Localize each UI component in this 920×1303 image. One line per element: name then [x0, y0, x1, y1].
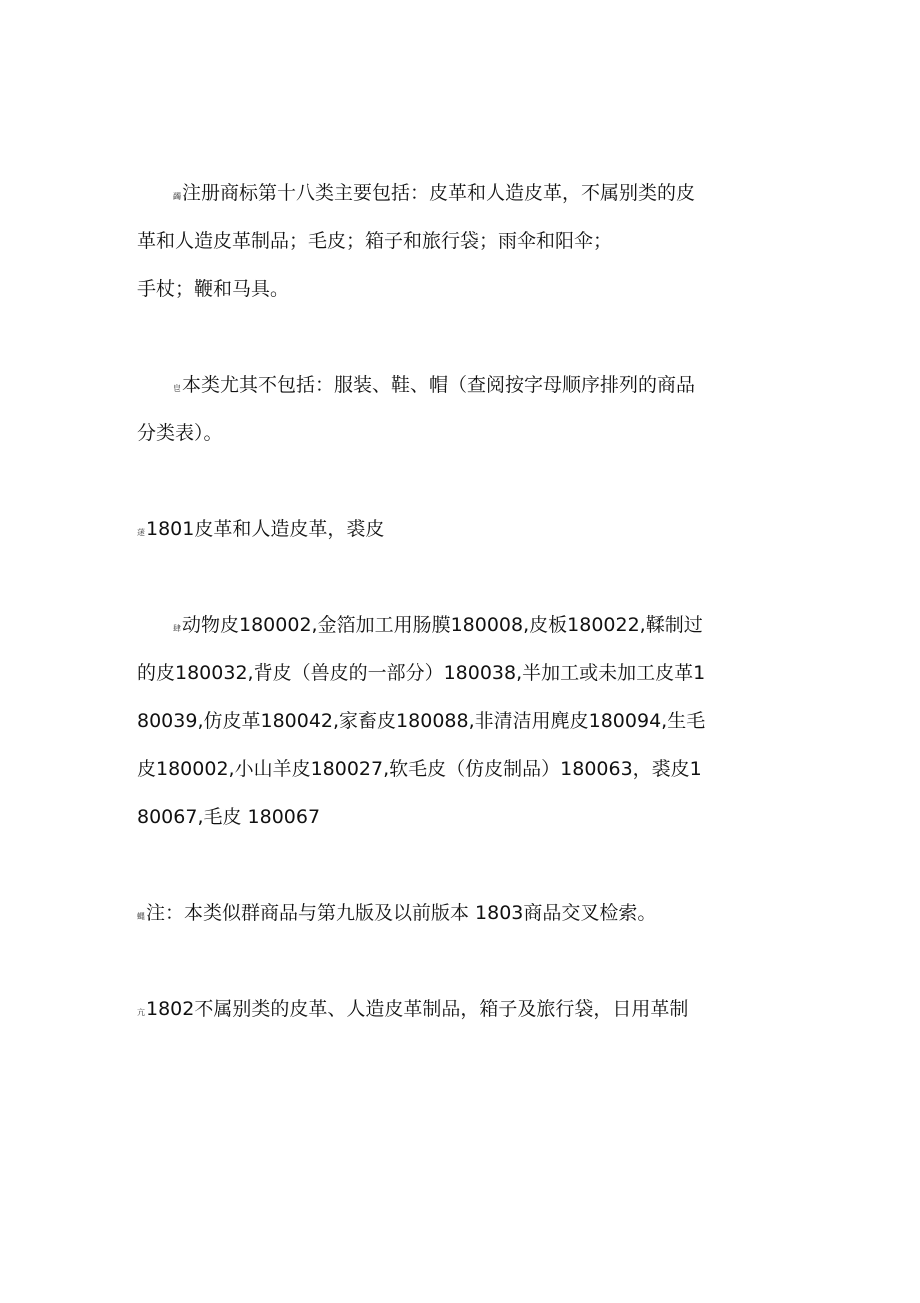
paragraph-text: 注册商标第十八类主要包括：皮革和人造皮革，不属别类的皮革和人造皮革制品；毛皮；箱子和旅行袋；雨伞和阳伞； [137, 182, 696, 252]
paragraph-text: 手杖；鞭和马具。 [137, 278, 290, 300]
heading-text: 1802不属别类的皮革、人造皮革制品，箱子及旅行袋，日用革制 [146, 998, 689, 1020]
paragraph-marker: 蝿 [137, 912, 145, 921]
heading-text: 1801皮革和人造皮革，裘皮 [146, 518, 385, 540]
paragraph-marker: 亢 [137, 1008, 145, 1017]
heading-1801 [137, 505, 707, 553]
paragraph-note [137, 889, 707, 937]
paragraph-marker: 皀 [173, 384, 181, 393]
paragraph-text: 动物皮180002,金箔加工用肠膜180008,皮板180022,鞣制过的皮180032,背皮（兽皮的一部分）180038,半加工或未加工皮革180039,仿皮革180042,家畜皮180088,非清洁用麂皮180094,生毛皮180002,小山羊皮180027,软毛皮（仿皮制品）180063，裘皮180067,毛皮 180067 [137, 614, 706, 828]
paragraph-marker: 蒁 [137, 528, 145, 537]
paragraph-marker: 肆 [173, 624, 181, 633]
paragraph-text: 注：本类似群商品与第九版及以前版本 1803商品交叉检索。 [146, 902, 657, 924]
paragraph-text: 本类尤其不包括：服装、鞋、帽（查阅按字母顺序排列的商品分类表）。 [137, 374, 696, 444]
paragraph-1801-items [137, 601, 707, 841]
paragraph-class-18-scope-cont [137, 265, 707, 313]
paragraph-class-18-exclusions [137, 361, 707, 457]
paragraph-class-18-scope [137, 169, 707, 265]
paragraph-marker: 蠲 [173, 192, 181, 201]
heading-1802 [137, 985, 707, 1033]
